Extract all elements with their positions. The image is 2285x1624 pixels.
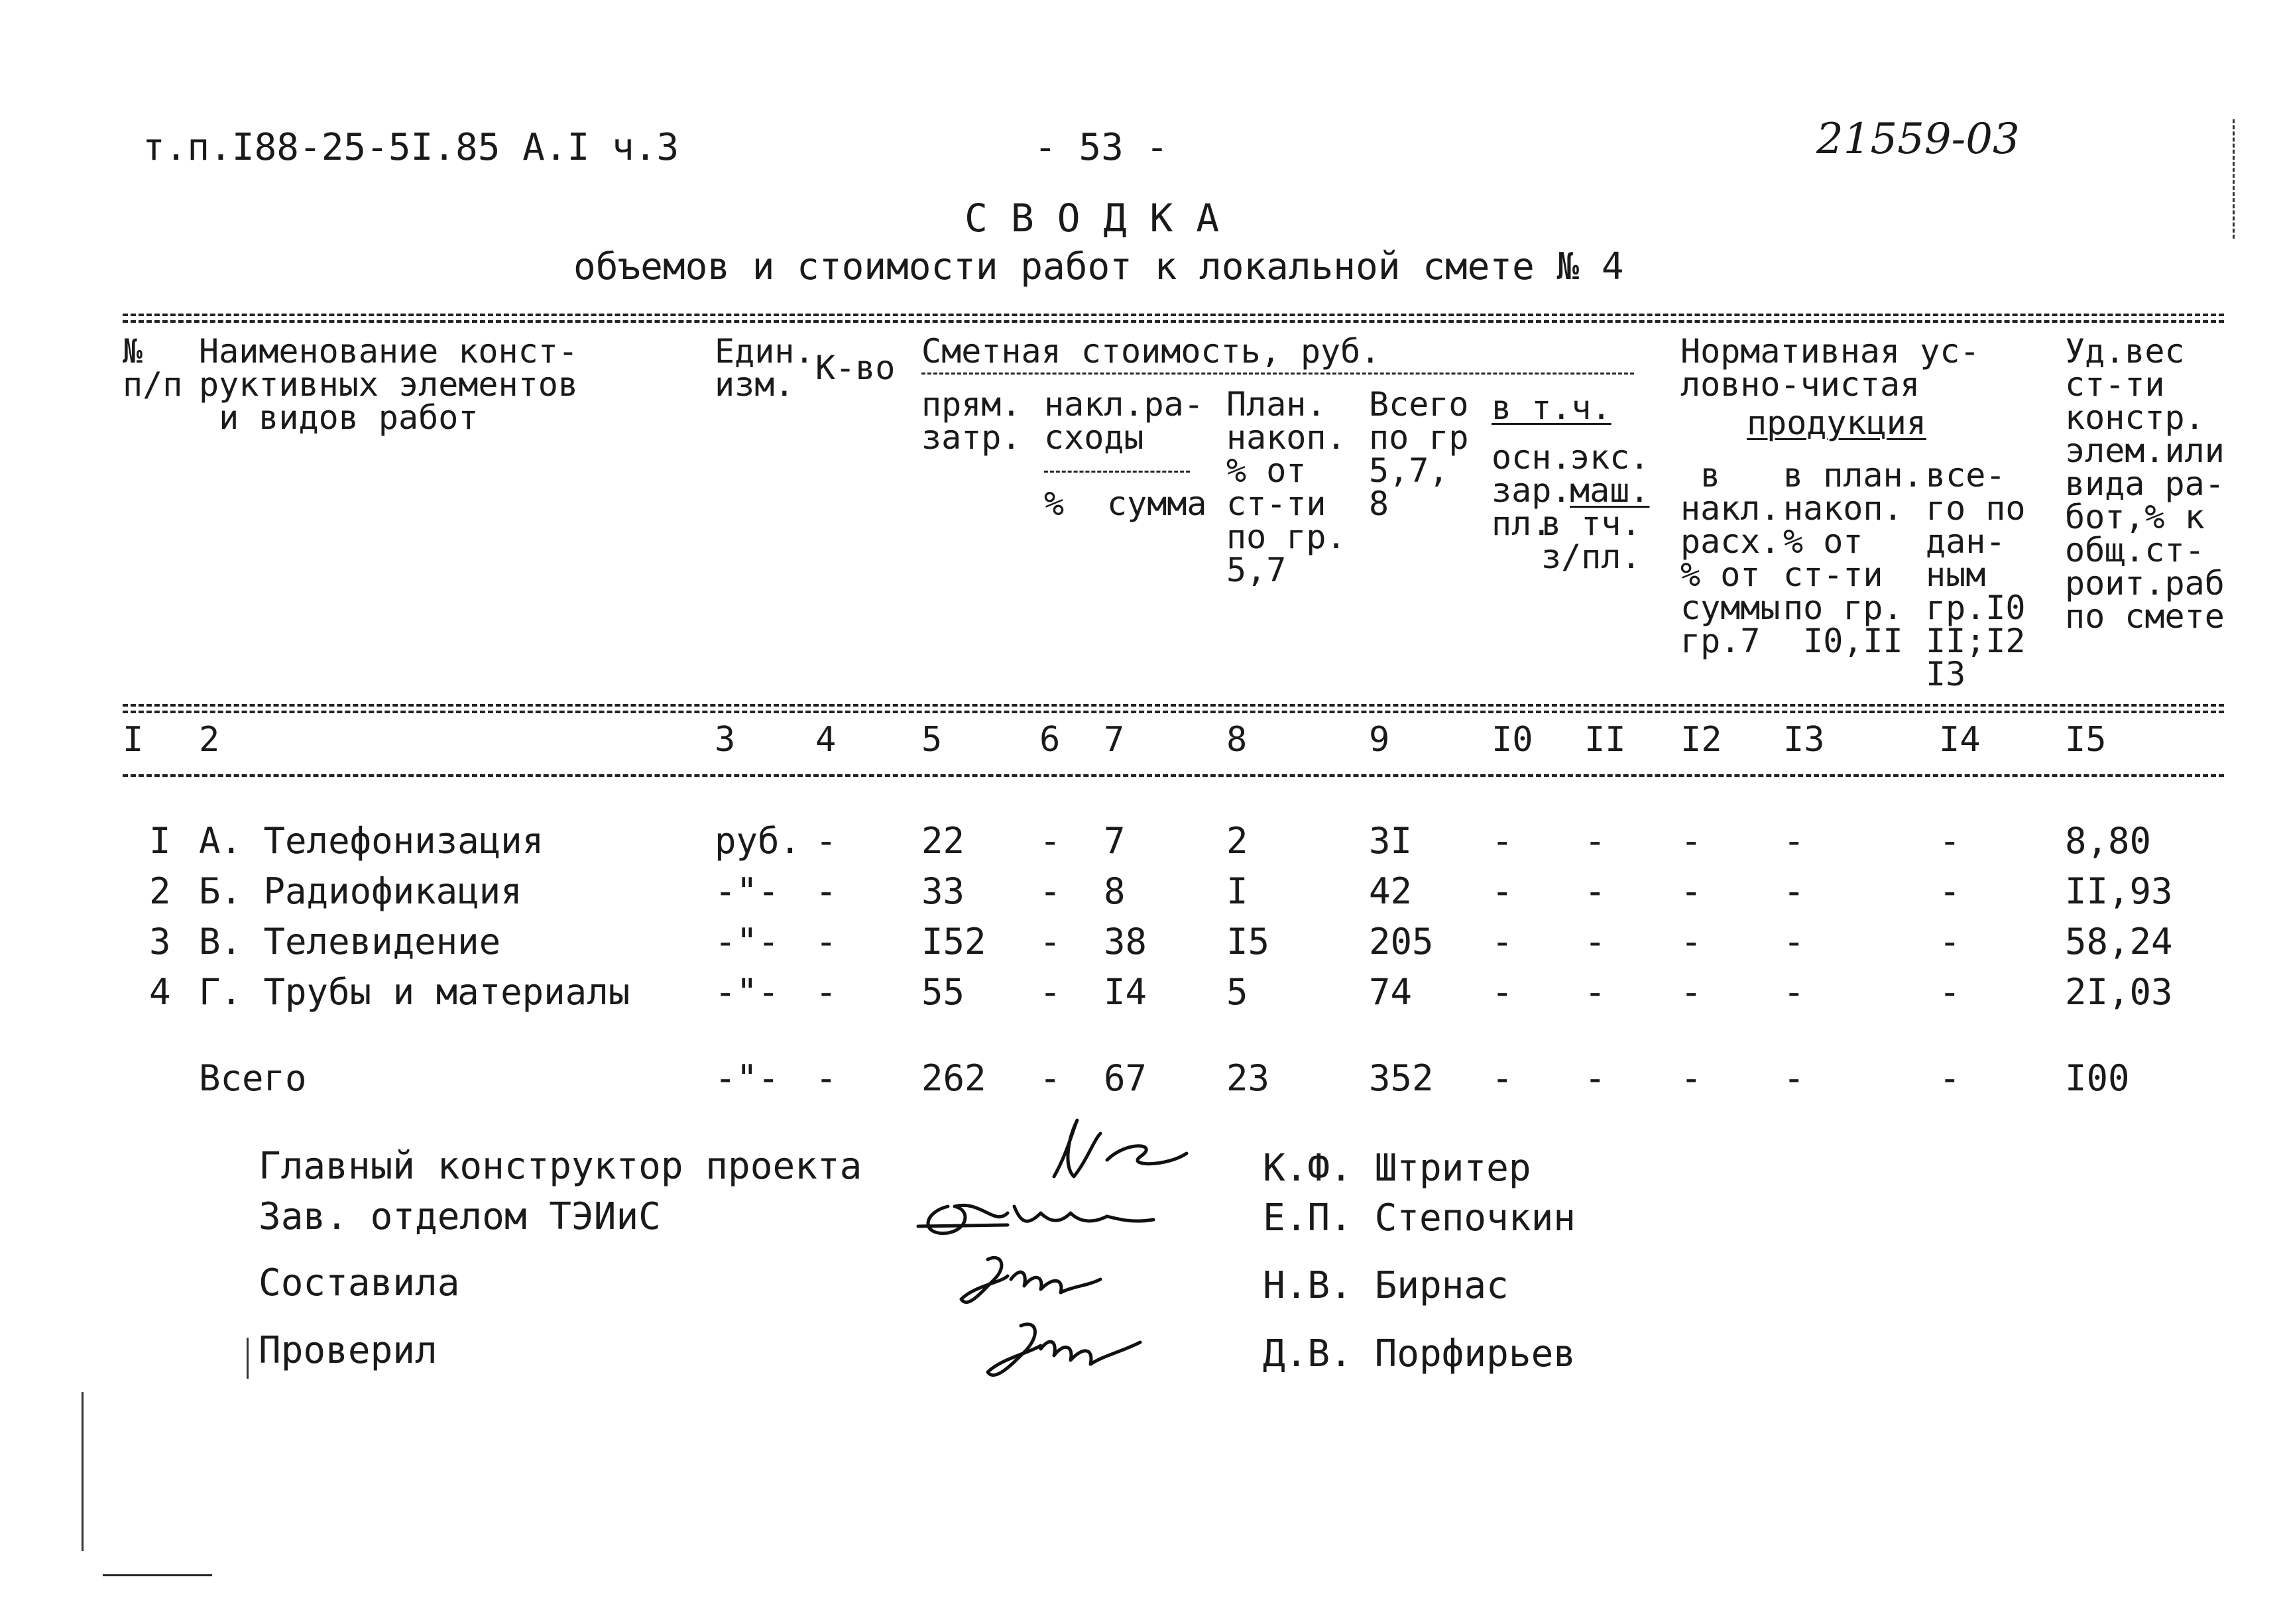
row-overhead-sum: 7 xyxy=(1104,820,1126,862)
row-overhead-sum: 67 xyxy=(1104,1057,1147,1099)
header-overhead: накл.ра- сходы xyxy=(1044,385,1204,457)
signature-name: Е.П. Степочкин xyxy=(1263,1196,1576,1240)
row-specific-weight: 8,80 xyxy=(2065,820,2152,862)
row-name: Всего xyxy=(199,1057,307,1099)
row-base-wage: - xyxy=(1492,1057,1513,1099)
header-quantity: К-во xyxy=(815,349,896,387)
row-overhead-sum: 8 xyxy=(1104,870,1126,912)
header-normative-overhead: в накл. расх. % от суммы гр.7 xyxy=(1680,456,1781,660)
row-normative-overhead: - xyxy=(1680,820,1702,862)
row-specific-weight: 2I,03 xyxy=(2065,971,2173,1013)
row-machine: - xyxy=(1584,870,1606,912)
row-planned-accumulation: 23 xyxy=(1226,1057,1270,1099)
column-number: I2 xyxy=(1680,720,1722,760)
row-normative-total: - xyxy=(1939,870,1961,912)
signature-role: Главный конструктор проекта xyxy=(259,1145,862,1188)
summary-title: С В О Д К А xyxy=(965,196,1220,241)
row-base-wage: - xyxy=(1492,921,1513,962)
row-overhead-sum: 38 xyxy=(1104,921,1147,962)
header-overhead-sum: сумма xyxy=(1107,485,1207,523)
row-overhead-sum: I4 xyxy=(1104,971,1147,1013)
table-rule-top-2 xyxy=(123,320,2224,323)
column-number: I0 xyxy=(1492,720,1533,760)
row-planned-accumulation: I5 xyxy=(1226,921,1270,962)
row-normative-overhead: - xyxy=(1680,971,1702,1013)
header-normative-product: продукция xyxy=(1747,404,1926,442)
row-machine: - xyxy=(1584,820,1606,862)
header-planned-accumulation: План. накоп. % от ст-ти по гр. 5,7 xyxy=(1226,385,1346,589)
row-overhead-percent: - xyxy=(1039,971,1061,1013)
header-rule-2 xyxy=(123,711,2224,713)
header-total: Всего по гр 5,7, 8 xyxy=(1369,385,1469,523)
column-number: 6 xyxy=(1039,720,1061,760)
handwritten-signature xyxy=(948,1246,1107,1319)
row-direct-costs: 262 xyxy=(921,1057,986,1099)
signature-name: К.Ф. Штритер xyxy=(1263,1147,1531,1190)
column-number: I5 xyxy=(2065,720,2107,760)
column-numbers-rule xyxy=(123,774,2224,777)
document-reference: т.п.I88-25-5I.85 А.I ч.3 xyxy=(143,126,679,169)
row-planned-accumulation: I xyxy=(1226,870,1248,912)
header-direct-costs: прям. затр. xyxy=(921,385,1022,457)
row-unit: -"- xyxy=(715,971,780,1013)
handwritten-signature xyxy=(974,1312,1147,1392)
row-normative-overhead: - xyxy=(1680,1057,1702,1099)
row-number: 2 xyxy=(149,870,171,912)
row-total: 42 xyxy=(1369,870,1413,912)
edge-mark xyxy=(2233,119,2235,239)
row-number: 3 xyxy=(149,921,171,962)
row-quantity: - xyxy=(815,971,837,1013)
row-unit: -"- xyxy=(715,870,780,912)
handwritten-number: 21559-03 xyxy=(1816,115,2020,164)
signature-name: Н.В. Бирнас xyxy=(1263,1264,1509,1307)
page-number: - 53 - xyxy=(1034,126,1169,169)
row-normative-overhead: - xyxy=(1680,921,1702,962)
header-normative-group: Нормативная ус- ловно-чистая xyxy=(1680,332,1980,404)
row-specific-weight: II,93 xyxy=(2065,870,2173,912)
column-number: I4 xyxy=(1939,720,1981,760)
header-unit: Един. изм. xyxy=(715,332,815,404)
summary-subtitle: объемов и стоимости работ к локальной смете № 4 xyxy=(573,245,1624,288)
column-number: I3 xyxy=(1783,720,1825,760)
header-machine: маш. xyxy=(1570,471,1650,510)
row-unit: -"- xyxy=(715,921,780,962)
column-number: 9 xyxy=(1369,720,1390,760)
signature-role: Зав. отделом ТЭИиС xyxy=(259,1195,661,1238)
cost-group-rule xyxy=(921,373,1634,375)
row-overhead-percent: - xyxy=(1039,820,1061,862)
row-specific-weight: I00 xyxy=(2065,1057,2130,1099)
row-normative-total: - xyxy=(1939,820,1961,862)
header-including: в т.ч. xyxy=(1492,388,1611,427)
row-quantity: - xyxy=(815,921,837,962)
row-number: I xyxy=(149,820,171,862)
header-overhead-percent: % xyxy=(1044,485,1065,523)
row-total: 3I xyxy=(1369,820,1413,862)
row-unit: руб. xyxy=(715,820,801,862)
column-number: I xyxy=(123,720,144,760)
row-name: В. Телевидение xyxy=(199,921,501,962)
header-specific-weight: Уд.вес ст-ти констр. элем.или вида ра- бот,% к общ.ст- роит.раб по смете xyxy=(2065,332,2225,636)
column-number: 3 xyxy=(715,720,736,760)
row-planned-accumulation: 2 xyxy=(1226,820,1248,862)
row-normative-planned: - xyxy=(1783,921,1805,962)
row-quantity: - xyxy=(815,870,837,912)
row-base-wage: - xyxy=(1492,971,1513,1013)
header-machine-operation: экс. xyxy=(1570,438,1650,477)
row-total: 352 xyxy=(1369,1057,1434,1099)
row-normative-planned: - xyxy=(1783,870,1805,912)
row-overhead-percent: - xyxy=(1039,921,1061,962)
row-name: Б. Радиофикация xyxy=(199,870,522,912)
column-number: 7 xyxy=(1104,720,1125,760)
row-base-wage: - xyxy=(1492,820,1513,862)
row-base-wage: - xyxy=(1492,870,1513,912)
row-name: Г. Трубы и материалы xyxy=(199,971,630,1013)
margin-bracket xyxy=(247,1338,249,1379)
row-unit: -"- xyxy=(715,1057,780,1099)
header-no: № п/п xyxy=(123,332,183,404)
header-machine-wage: в тч. з/пл. xyxy=(1541,504,1641,576)
handwritten-signature xyxy=(1027,1114,1200,1187)
row-machine: - xyxy=(1584,921,1606,962)
header-normative-total: все- го по дан- ным гр.I0 II;I2 I3 xyxy=(1926,456,2026,693)
row-planned-accumulation: 5 xyxy=(1226,971,1248,1013)
column-number: 4 xyxy=(815,720,837,760)
row-machine: - xyxy=(1584,971,1606,1013)
header-cost-group: Сметная стоимость, руб. xyxy=(921,332,1381,371)
row-direct-costs: 22 xyxy=(921,820,965,862)
row-quantity: - xyxy=(815,820,837,862)
header-rule xyxy=(123,704,2224,707)
column-number: 8 xyxy=(1226,720,1248,760)
row-overhead-percent: - xyxy=(1039,870,1061,912)
column-number: II xyxy=(1584,720,1626,760)
row-normative-overhead: - xyxy=(1680,870,1702,912)
edge-mark xyxy=(82,1392,84,1551)
table-rule-top xyxy=(123,314,2224,316)
row-normative-total: - xyxy=(1939,971,1961,1013)
signature-role: Составила xyxy=(259,1261,460,1305)
signature-name: Д.В. Порфирьев xyxy=(1263,1332,1576,1375)
signature-role: Проверил xyxy=(259,1329,438,1372)
edge-mark xyxy=(103,1574,212,1576)
row-quantity: - xyxy=(815,1057,837,1099)
header-base-wage: осн. зар. пл. xyxy=(1492,438,1572,543)
column-number: 2 xyxy=(199,720,220,760)
row-direct-costs: 33 xyxy=(921,870,965,912)
row-machine: - xyxy=(1584,1057,1606,1099)
row-normative-planned: - xyxy=(1783,971,1805,1013)
row-normative-planned: - xyxy=(1783,1057,1805,1099)
column-number: 5 xyxy=(921,720,943,760)
row-direct-costs: 55 xyxy=(921,971,965,1013)
overhead-rule xyxy=(1044,471,1190,473)
handwritten-signature xyxy=(908,1187,1160,1246)
row-normative-planned: - xyxy=(1783,820,1805,862)
row-overhead-percent: - xyxy=(1039,1057,1061,1099)
row-number: 4 xyxy=(149,971,171,1013)
row-specific-weight: 58,24 xyxy=(2065,921,2173,962)
row-name: А. Телефонизация xyxy=(199,820,544,862)
row-total: 205 xyxy=(1369,921,1434,962)
header-normative-planned: в план. накоп. % от ст-ти по гр. I0,II xyxy=(1783,456,1923,660)
header-name: Наименование конст- руктивных элементов и видов работ xyxy=(199,332,578,437)
row-normative-total: - xyxy=(1939,921,1961,962)
row-total: 74 xyxy=(1369,971,1413,1013)
row-normative-total: - xyxy=(1939,1057,1961,1099)
row-direct-costs: I52 xyxy=(921,921,986,962)
